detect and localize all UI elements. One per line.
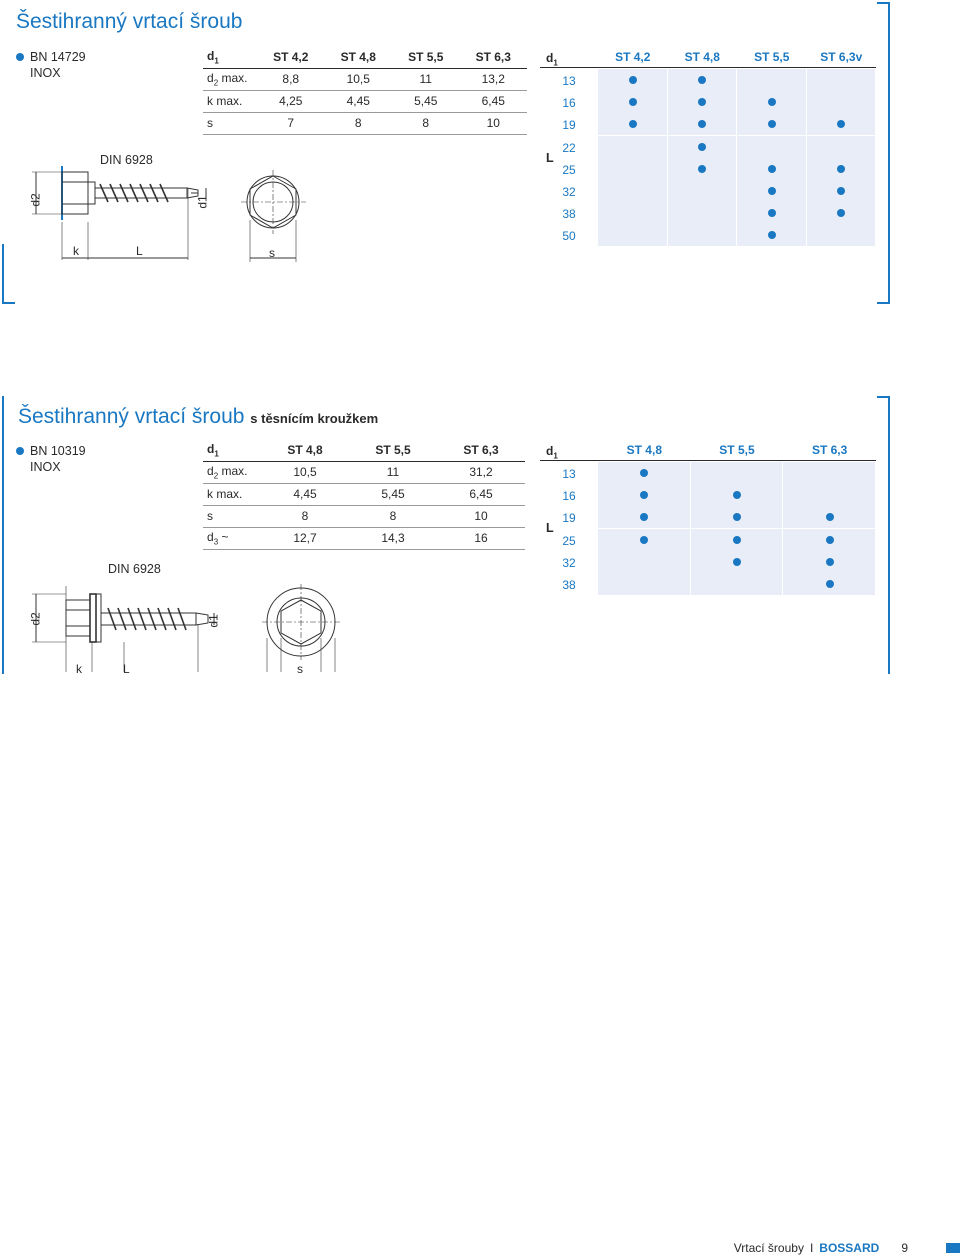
availability-dot-icon bbox=[698, 76, 706, 84]
matrix-cell bbox=[598, 224, 668, 246]
availability-dot-icon bbox=[768, 209, 776, 217]
header-cell: ST 6,3 bbox=[460, 46, 528, 68]
matrix-cell bbox=[598, 484, 691, 506]
availability-dot-icon bbox=[826, 580, 834, 588]
availability-dot-icon bbox=[768, 120, 776, 128]
availability-dot-icon bbox=[733, 491, 741, 499]
k-label: k bbox=[73, 244, 79, 258]
d1-label: d1 bbox=[206, 614, 221, 628]
header-cell: ST 6,3 bbox=[437, 439, 525, 461]
availability-dot-icon bbox=[698, 120, 706, 128]
matrix-cell bbox=[598, 202, 668, 224]
bn-number: BN 14729 bbox=[30, 50, 86, 64]
table-cell: 8 bbox=[261, 505, 349, 527]
row-label: s bbox=[203, 505, 261, 527]
matrix-cell bbox=[737, 69, 807, 91]
length-value: 32 bbox=[562, 185, 576, 199]
length-value: 25 bbox=[562, 533, 576, 548]
availability-dot-icon bbox=[826, 536, 834, 544]
matrix-header-label: $d_1$ bbox=[546, 51, 558, 68]
bullet-icon bbox=[16, 53, 24, 61]
matrix-cell bbox=[737, 202, 807, 224]
matrix-column-header: ST 4,2 bbox=[615, 50, 651, 64]
L-label: L bbox=[123, 662, 130, 676]
row-label: k max. bbox=[203, 90, 257, 112]
s-label: s bbox=[297, 662, 303, 676]
footer-category: Vrtací šrouby bbox=[733, 1241, 804, 1255]
dimension-table bbox=[203, 46, 527, 135]
header-cell: ST 4,2 bbox=[257, 46, 325, 68]
header-cell: $d_1$ bbox=[203, 439, 261, 461]
matrix-row bbox=[540, 69, 876, 91]
s-label: s bbox=[269, 246, 275, 260]
matrix-cell bbox=[598, 69, 668, 91]
matrix-cell bbox=[598, 136, 668, 158]
table-row bbox=[203, 461, 525, 483]
table-cell: 11 bbox=[349, 461, 437, 483]
table-cell: 4,45 bbox=[261, 483, 349, 505]
matrix-row bbox=[540, 158, 876, 180]
page-footer bbox=[734, 1241, 908, 1255]
bracket-right bbox=[877, 2, 890, 304]
matrix-cell bbox=[598, 462, 691, 484]
matrix-cell bbox=[737, 136, 807, 158]
row-label: $d_3$ ~ bbox=[203, 527, 261, 549]
matrix-cell bbox=[807, 202, 877, 224]
matrix-cell bbox=[807, 136, 877, 158]
matrix-row bbox=[540, 573, 876, 595]
row-label: s bbox=[203, 112, 257, 134]
matrix-cell bbox=[783, 529, 876, 551]
availability-dot-icon bbox=[698, 165, 706, 173]
d1-label: d1 bbox=[195, 195, 210, 209]
bn-number: BN 10319 bbox=[30, 444, 86, 458]
matrix-cell bbox=[668, 113, 738, 135]
availability-dot-icon bbox=[837, 120, 845, 128]
table-cell: 8 bbox=[392, 112, 460, 134]
d2-label: d2 bbox=[28, 193, 43, 207]
length-matrix bbox=[540, 439, 876, 599]
matrix-header bbox=[540, 46, 876, 68]
matrix-cell bbox=[598, 551, 691, 573]
table-cell: 13,2 bbox=[460, 68, 528, 90]
table-header-row bbox=[203, 46, 527, 68]
matrix-cell bbox=[783, 551, 876, 573]
availability-dot-icon bbox=[629, 120, 637, 128]
matrix-cell bbox=[668, 136, 738, 158]
availability-dot-icon bbox=[768, 231, 776, 239]
availability-dot-icon bbox=[837, 187, 845, 195]
table-cell: 8 bbox=[325, 112, 393, 134]
matrix-cell bbox=[783, 484, 876, 506]
section2-title: Šestihranný vrtací šroub s těsnícím kroužkem bbox=[18, 405, 379, 428]
matrix-column-header: ST 6,3 bbox=[811, 443, 848, 457]
dimension-table bbox=[203, 439, 525, 550]
matrix-cell bbox=[737, 91, 807, 113]
header-cell: ST 5,5 bbox=[349, 439, 437, 461]
matrix-cell bbox=[598, 506, 691, 528]
matrix-header-label: $d_1$ bbox=[546, 444, 558, 461]
availability-dot-icon bbox=[698, 98, 706, 106]
table-row bbox=[203, 68, 527, 90]
availability-dot-icon bbox=[640, 491, 648, 499]
matrix-cell bbox=[691, 462, 784, 484]
availability-dot-icon bbox=[629, 98, 637, 106]
availability-dot-icon bbox=[837, 165, 845, 173]
table-cell: 8,8 bbox=[257, 68, 325, 90]
footer-brand: BOSSARD bbox=[819, 1241, 880, 1255]
availability-dot-icon bbox=[733, 513, 741, 521]
matrix-row bbox=[540, 462, 876, 484]
availability-dot-icon bbox=[733, 558, 741, 566]
table-cell: 10,5 bbox=[261, 461, 349, 483]
k-label: k bbox=[76, 662, 82, 676]
matrix-row bbox=[540, 551, 876, 573]
table-row bbox=[203, 505, 525, 527]
matrix-cell bbox=[668, 224, 738, 246]
matrix-cell bbox=[668, 202, 738, 224]
length-value: 22 bbox=[562, 140, 576, 155]
section1-title: Šestihranný vrtací šroub bbox=[16, 10, 243, 33]
material: INOX bbox=[30, 460, 61, 474]
row-label: $d_2$ max. bbox=[203, 68, 257, 90]
length-matrix bbox=[540, 46, 876, 246]
section2-bn-block bbox=[16, 443, 86, 475]
availability-dot-icon bbox=[837, 209, 845, 217]
table-row bbox=[203, 527, 525, 549]
length-value: 13 bbox=[562, 74, 576, 88]
matrix-cell bbox=[807, 180, 877, 202]
table-cell: 4,25 bbox=[257, 90, 325, 112]
header-cell: ST 4,8 bbox=[261, 439, 349, 461]
table-cell: 6,45 bbox=[437, 483, 525, 505]
bracket-top-left bbox=[0, 0, 4, 12]
length-value: 32 bbox=[562, 555, 576, 570]
matrix-cell bbox=[668, 158, 738, 180]
matrix-cell bbox=[668, 91, 738, 113]
matrix-cell bbox=[598, 113, 668, 135]
matrix-cell bbox=[691, 529, 784, 551]
bracket-left-2 bbox=[2, 396, 6, 674]
matrix-cell bbox=[598, 158, 668, 180]
matrix-cell bbox=[691, 506, 784, 528]
matrix-cell bbox=[737, 158, 807, 180]
matrix-column-header: ST 5,5 bbox=[719, 443, 755, 457]
row-label: $d_2$ max. bbox=[203, 461, 261, 483]
matrix-row bbox=[540, 224, 876, 246]
length-value: 38 bbox=[562, 578, 576, 592]
section2-subtitle: s těsnícím kroužkem bbox=[250, 411, 379, 426]
table-cell: 10 bbox=[437, 505, 525, 527]
table-row bbox=[203, 483, 525, 505]
matrix-cell bbox=[691, 573, 784, 595]
matrix-cell bbox=[807, 91, 877, 113]
length-value: 19 bbox=[562, 118, 576, 133]
matrix-cell bbox=[783, 506, 876, 528]
matrix-cell bbox=[668, 69, 738, 91]
availability-dot-icon bbox=[768, 98, 776, 106]
footer-separator: I bbox=[809, 1241, 814, 1255]
availability-dot-icon bbox=[640, 469, 648, 477]
matrix-cell bbox=[807, 158, 877, 180]
screw-drawing-sealing bbox=[26, 580, 346, 672]
footer-marker bbox=[946, 1243, 960, 1253]
table-cell: 5,45 bbox=[392, 90, 460, 112]
matrix-cell bbox=[737, 224, 807, 246]
matrix-cell bbox=[807, 224, 877, 246]
table-row bbox=[203, 90, 527, 112]
length-value: 19 bbox=[562, 511, 576, 526]
matrix-cell bbox=[783, 462, 876, 484]
header-cell: ST 4,8 bbox=[325, 46, 393, 68]
table-cell: 10 bbox=[460, 112, 528, 134]
length-value: 16 bbox=[562, 489, 576, 504]
matrix-cell bbox=[598, 529, 691, 551]
matrix-row bbox=[540, 202, 876, 224]
page-number: 9 bbox=[901, 1241, 908, 1255]
bullet-icon bbox=[16, 447, 24, 455]
length-value: 16 bbox=[562, 96, 576, 111]
matrix-cell bbox=[807, 69, 877, 91]
matrix-cell bbox=[691, 484, 784, 506]
matrix-cell bbox=[668, 180, 738, 202]
table-header-row bbox=[203, 439, 525, 461]
matrix-row bbox=[540, 484, 876, 506]
matrix-column-header: ST 4,8 bbox=[684, 50, 720, 64]
row-label: k max. bbox=[203, 483, 261, 505]
matrix-axis-label: L bbox=[546, 521, 554, 535]
availability-dot-icon bbox=[826, 513, 834, 521]
table-cell: 31,2 bbox=[437, 461, 525, 483]
availability-dot-icon bbox=[826, 558, 834, 566]
table-cell: 12,7 bbox=[261, 527, 349, 549]
matrix-cell bbox=[807, 113, 877, 135]
table-cell: 7 bbox=[257, 112, 325, 134]
availability-dot-icon bbox=[733, 536, 741, 544]
matrix-row bbox=[540, 91, 876, 113]
table-cell: 14,3 bbox=[349, 527, 437, 549]
bracket-left bbox=[2, 244, 15, 304]
matrix-cell bbox=[737, 113, 807, 135]
table-cell: 4,45 bbox=[325, 90, 393, 112]
availability-dot-icon bbox=[698, 143, 706, 151]
length-value: 38 bbox=[562, 207, 576, 222]
table-cell: 10,5 bbox=[325, 68, 393, 90]
matrix-cell bbox=[598, 180, 668, 202]
matrix-column-header: ST 6,3v bbox=[820, 50, 863, 64]
table-cell: 8 bbox=[349, 505, 437, 527]
matrix-axis-label: L bbox=[546, 151, 554, 165]
table-cell: 5,45 bbox=[349, 483, 437, 505]
L-label: L bbox=[136, 244, 143, 258]
din-label: DIN 6928 bbox=[108, 562, 161, 576]
length-value: 25 bbox=[562, 162, 576, 177]
header-cell: ST 5,5 bbox=[392, 46, 460, 68]
d2-label: d2 bbox=[28, 612, 43, 626]
length-value: 50 bbox=[562, 229, 576, 244]
table-row bbox=[203, 112, 527, 134]
table-cell: 16 bbox=[437, 527, 525, 549]
availability-dot-icon bbox=[640, 513, 648, 521]
section1-bn-block bbox=[16, 49, 86, 81]
matrix-row bbox=[540, 180, 876, 202]
matrix-row bbox=[540, 113, 876, 135]
matrix-row bbox=[540, 529, 876, 551]
matrix-cell bbox=[691, 551, 784, 573]
availability-dot-icon bbox=[768, 187, 776, 195]
matrix-cell bbox=[783, 573, 876, 595]
availability-dot-icon bbox=[768, 165, 776, 173]
bracket-right-2 bbox=[877, 396, 890, 674]
availability-dot-icon bbox=[629, 76, 637, 84]
header-cell: $d_1$ bbox=[203, 46, 257, 68]
matrix-row bbox=[540, 506, 876, 528]
matrix-header bbox=[540, 439, 876, 461]
table-cell: 11 bbox=[392, 68, 460, 90]
matrix-cell bbox=[598, 573, 691, 595]
availability-dot-icon bbox=[640, 536, 648, 544]
table-cell: 6,45 bbox=[460, 90, 528, 112]
matrix-column-header: ST 5,5 bbox=[754, 50, 790, 64]
matrix-cell bbox=[598, 91, 668, 113]
matrix-row bbox=[540, 136, 876, 158]
din-label: DIN 6928 bbox=[100, 153, 153, 167]
length-value: 13 bbox=[562, 467, 576, 481]
matrix-column-header: ST 4,8 bbox=[626, 443, 662, 457]
material: INOX bbox=[30, 66, 61, 80]
matrix-cell bbox=[737, 180, 807, 202]
